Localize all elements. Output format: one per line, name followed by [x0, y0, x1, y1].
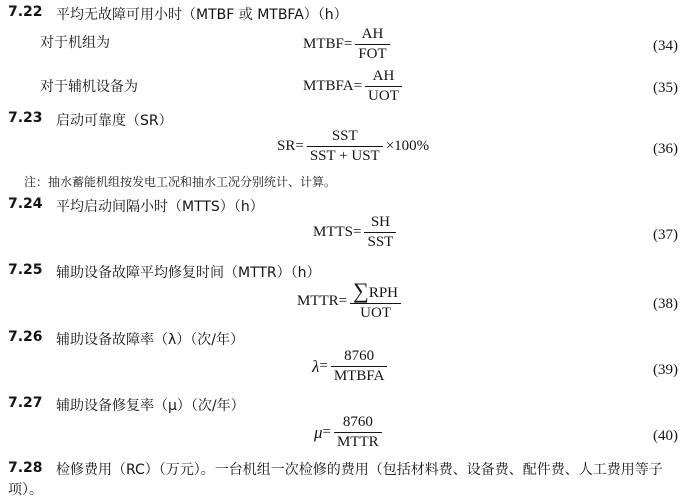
section-number-7-26: 7.26 — [8, 329, 43, 345]
numerator: AH — [372, 68, 395, 84]
section-title-7-26: 辅助设备故障率（λ）（次/年） — [56, 332, 245, 348]
equation-number-34: (34) — [653, 38, 678, 54]
fraction — [350, 278, 401, 322]
formula-eq: = — [322, 424, 332, 440]
formula-mttr — [297, 278, 404, 322]
formula-lhs: SR — [277, 138, 296, 154]
denominator: SST + UST — [309, 148, 380, 164]
formula-lhs: MTTR — [297, 293, 339, 309]
note-pumped-storage: 注：抽水蓄能机组按发电工况和抽水工况分别统计、计算。 — [24, 175, 337, 189]
section-number-7-24: 7.24 — [8, 196, 43, 212]
denominator: UOT — [368, 88, 399, 104]
section-number-7-27: 7.27 — [8, 395, 43, 411]
fraction — [355, 26, 389, 63]
numerator: 8760 — [342, 414, 373, 430]
formula-eq: = — [295, 138, 304, 154]
numerator: SH — [370, 214, 390, 230]
numerator: AH — [361, 26, 384, 42]
formula-mtbfa — [303, 68, 405, 105]
equation-number-39: (39) — [653, 362, 678, 378]
formula-multiplier: ×100% — [385, 138, 430, 154]
section-title-7-27: 辅助设备修复率（μ）（次/年） — [56, 398, 245, 414]
equation-number-38: (38) — [653, 296, 678, 312]
fraction — [334, 414, 382, 451]
formula-lhs: MTBFA — [303, 78, 354, 94]
equation-number-40: (40) — [653, 428, 678, 444]
section-number-7-23: 7.23 — [8, 110, 43, 126]
section-title-7-23: 启动可靠度（SR） — [56, 113, 173, 129]
formula-mtbf — [303, 26, 393, 63]
formula-eq: = — [353, 224, 362, 240]
fraction — [331, 348, 388, 385]
section-title-7-22: 平均无故障可用小时（MTBF 或 MTBFA）（h） — [56, 7, 348, 23]
denominator: MTBFA — [333, 368, 385, 384]
formula-eq: = — [319, 358, 328, 374]
denominator: FOT — [358, 46, 387, 62]
equation-number-35: (35) — [653, 80, 678, 96]
fraction — [365, 68, 402, 105]
formula-mtts — [313, 214, 399, 251]
formula-lhs: μ — [314, 422, 323, 442]
numerator-term: RPH — [368, 285, 399, 301]
equation-number-37: (37) — [653, 227, 678, 243]
formula-repair-rate — [314, 414, 385, 451]
formula-eq: = — [343, 36, 353, 52]
formula-lhs: MTTS — [313, 224, 354, 240]
formula-sr — [277, 128, 429, 165]
subheading-unit: 对于机组为 — [40, 35, 110, 51]
numerator: 8760 — [344, 348, 375, 364]
formula-lhs: MTBF — [303, 36, 344, 52]
formula-eq: = — [353, 78, 363, 94]
section-number-7-22: 7.22 — [8, 4, 43, 20]
subheading-auxiliary: 对于辅机设备为 — [40, 79, 138, 95]
denominator: SST — [367, 234, 394, 250]
section-text-7-28: 检修费用（RC）（万元）。一台机组一次检修的费用（包括材料费、设备费、配件费、人工费用等子项）。 — [8, 462, 663, 498]
numerator: SST — [331, 128, 358, 144]
formula-lhs: λ — [312, 356, 320, 376]
fraction — [364, 214, 396, 251]
denominator: MTTR — [337, 434, 379, 450]
formula-failure-rate — [312, 348, 390, 385]
numerator — [350, 278, 401, 303]
section-title-7-25: 辅助设备故障平均修复时间（MTTR）（h） — [56, 265, 321, 281]
summation-symbol: ∑ — [353, 278, 369, 303]
section-number-7-25: 7.25 — [8, 262, 43, 278]
denominator: UOT — [360, 305, 391, 321]
fraction — [307, 128, 383, 165]
section-title-7-24: 平均启动间隔小时（MTTS）（h） — [56, 199, 264, 215]
section-number-7-28: 7.28 — [8, 460, 43, 476]
formula-eq: = — [338, 293, 348, 309]
equation-number-36: (36) — [653, 141, 678, 157]
